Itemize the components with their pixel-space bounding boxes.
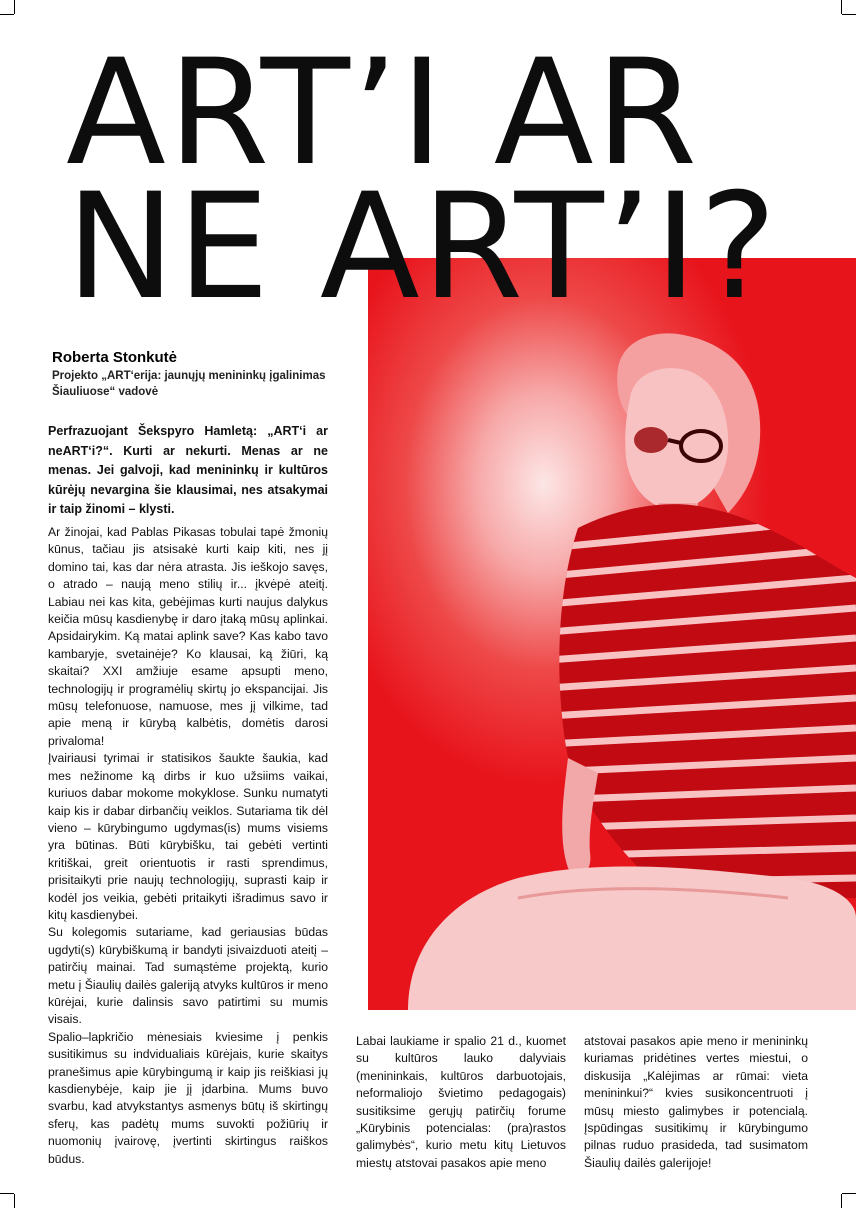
crop-mark: [14, 1194, 15, 1208]
title-line-2: NE ART’I?: [66, 162, 779, 332]
crop-mark: [841, 1194, 842, 1208]
portrait-illustration: [368, 258, 856, 1010]
body-paragraph: atstovai pasakos apie meno ir menininkų kuriamas pridėtines vertes miestui, o diskusija „Kalėjimas ar rūmai: vieta menininkui?“ kvies susikoncentruoti į mūsų miesto galimybes ir potencialą. Įspūdingas susitikimų ir kūrybingumo pilnas ruduo prasideda, tad susimatom Šiaulių dailės galerijoje!: [584, 1034, 808, 1170]
bottom-column-right: [584, 1033, 808, 1172]
crop-mark: [841, 0, 842, 14]
crop-mark: [842, 1193, 856, 1194]
portrait-photo: [368, 258, 856, 1010]
article-title: [66, 28, 779, 332]
title-line-1: ART’I AR: [66, 28, 700, 198]
body-paragraph: Spalio–lapkričio mėnesiais kviesime į penkis susitikimus su indvidualiais kūrėjais, kurie skaitys pranešimus apie kūrybingumą ir kaip jis reiškiasi jų kasdienybėje, kaip jie jį įdarbina. Mums buvo svarbu, kad atvykstantys asmenys būtų iš skirtingų sferų, kas padėtų mums suvokti požiūrių ir nuomonių įvairovę, įvertinti skirtingus raiškos būdus.: [48, 1029, 328, 1166]
body-paragraph: Įvairiausi tyrimai ir statisikos šaukte šaukia, kad mes nežinome ką dirbs ir kuo užsiims vaikai, kuriuos dabar mokome mokyklose. Sunku numatyti kaip kis ir dabar dirbančių veiklos. Sutariama tik dėl vieno – kūrybingumo ugdymas(is) mums visiems yra būtinas. Būti kūrybišku, tai gebėti vertinti kritiškai, greit orientuotis ir rasti sprendimus, prisitaikyti prie naujų technologijų, suprasti kaip ir kodėl jos veikia, gebėti pritaikyti išradimus savo ir kitų kasdienybei.: [48, 751, 328, 922]
crop-mark: [14, 0, 15, 14]
crop-mark: [0, 14, 14, 15]
bottom-column-middle: [356, 1033, 566, 1172]
author-name: Roberta Stonkutė: [52, 349, 178, 366]
lead-paragraph: Perfrazuojant Šekspyro Hamletą: „ART‘i ar neART‘i?“. Kurti ar nekurti. Menas ar ne menas. Jei galvoji, kad menininkų ir kultūros kūrėjų nevargina šie klausimai, nes atsakymai ir taip žinomi – klysti.: [48, 424, 328, 516]
crop-mark: [0, 1193, 14, 1194]
crop-mark: [842, 14, 856, 15]
author-role: Projekto „ART‘erija: jaunųjų menininkų įgalinimas Šiauliuose“ vadovė: [52, 370, 326, 398]
body-paragraph: Su kolegomis sutariame, kad geriausias būdas ugdyti(s) kūrybiškumą ir bandyti įsivaizduoti ateitį – patirčių mainai. Tad sumąstėme projektą, kurio metu į Šiaulių dailės galeriją atvyks kultūros ir meno kūrėjai, kurie dalinsis savo patirtimi su mumis visais.: [48, 925, 328, 1027]
body-column: [48, 524, 328, 1168]
body-paragraph: Ar žinojai, kad Pablas Pikasas tobulai tapė žmonių kūnus, tačiau jis atsisakė kurti kaip kiti, nes jį domino tai, kas dar nėra atrasta. Jis ieškojo savęs, o atrado – naują meno stilių ir... įkvėpė ateitį. Labiau nei kas kita, gebėjimas kurti naujus dalykus keičia mūsų kasdienybę ir daro įtaką mūsų aplinkai. Apsidairykim. Ką matai aplink save? Kas kabo tavo kambaryje, svetainėje? Ko klausai, ką žiūri, ką skaitai? XXI amžiuje esame apsupti meno, technologijų ir programėlių skirtų jo ekspancijai. Jis mūsų telefonuose, namuose, mes jį vilkime, tad apie meną ir kūrybą kalbėtis, domėtis darosi privaloma!: [48, 525, 328, 748]
body-paragraph: Labai laukiame ir spalio 21 d., kuomet su kultūros lauko dalyviais (menininkais, kultūros darbuotojais, neformaliojo švietimo pedagogais) susitiksime gerųjų patirčių forume „Kūrybinis potencialas: (pra)rastos galimybės“, kurio metu kitų Lietuvos miestų atstovai pasakos apie meno: [356, 1034, 566, 1170]
